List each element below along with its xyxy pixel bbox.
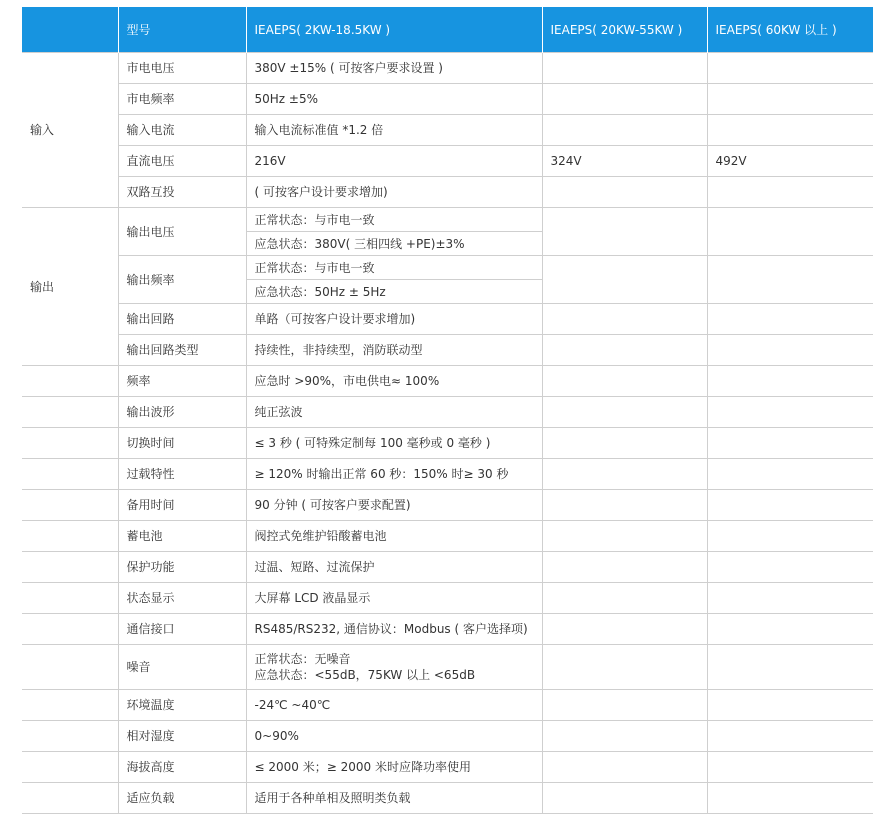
- group-empty: [22, 583, 118, 614]
- row-value: 应急状态：380V( 三相四线 +PE)±3%: [246, 232, 542, 256]
- row-value-2: [542, 690, 707, 721]
- row-value-3: [707, 783, 873, 814]
- row-value-3: [707, 552, 873, 583]
- group-empty: [22, 783, 118, 814]
- row-value-2: [542, 521, 707, 552]
- row-label: 输出电压: [118, 208, 246, 256]
- group-empty: [22, 552, 118, 583]
- table-row: [22, 459, 873, 490]
- row-label: 市电频率: [118, 84, 246, 115]
- row-label: 输出频率: [118, 256, 246, 304]
- header-cell-model-20-55: IEAEPS( 20KW-55KW ): [542, 7, 707, 53]
- table-row: [22, 690, 873, 721]
- row-value-2: [542, 490, 707, 521]
- row-value-2: [542, 115, 707, 146]
- row-label: 环境温度: [118, 690, 246, 721]
- row-label: 输出波形: [118, 397, 246, 428]
- table-row: [22, 115, 873, 146]
- row-value-2: [542, 366, 707, 397]
- row-value-2: [542, 552, 707, 583]
- table-row: [22, 84, 873, 115]
- spec-table-container: [22, 7, 873, 814]
- row-value: 大屏幕 LCD 液晶显示: [246, 583, 542, 614]
- group-empty: [22, 521, 118, 552]
- row-value-2: [542, 177, 707, 208]
- row-value-3: 492V: [707, 146, 873, 177]
- group-empty: [22, 690, 118, 721]
- spec-table: [22, 7, 873, 814]
- table-row: [22, 335, 873, 366]
- row-label: 切换时间: [118, 428, 246, 459]
- row-value: 正常状态：与市电一致: [246, 256, 542, 280]
- row-value-2: [542, 208, 707, 256]
- row-label: 市电电压: [118, 53, 246, 84]
- row-value-multiline: [246, 645, 542, 690]
- row-value-2: [542, 397, 707, 428]
- row-value: 90 分钟 ( 可按客户要求配置): [246, 490, 542, 521]
- row-label: 双路互投: [118, 177, 246, 208]
- group-empty: [22, 721, 118, 752]
- row-value: 持续性，非持续型，消防联动型: [246, 335, 542, 366]
- table-row: [22, 304, 873, 335]
- row-value: 过温、短路、过流保护: [246, 552, 542, 583]
- table-row: [22, 752, 873, 783]
- row-value: ( 可按客户设计要求增加): [246, 177, 542, 208]
- row-label: 频率: [118, 366, 246, 397]
- row-value: 应急状态：50Hz ± 5Hz: [246, 280, 542, 304]
- row-value: 380V ±15% ( 可按客户要求设置 ): [246, 53, 542, 84]
- table-row: [22, 256, 873, 280]
- row-value: 纯正弦波: [246, 397, 542, 428]
- row-value-3: [707, 521, 873, 552]
- group-empty: [22, 490, 118, 521]
- row-label: 过载特性: [118, 459, 246, 490]
- group-empty: [22, 366, 118, 397]
- table-row: [22, 552, 873, 583]
- table-row: [22, 208, 873, 232]
- table-row: [22, 645, 873, 690]
- table-row: [22, 783, 873, 814]
- table-row: [22, 521, 873, 552]
- row-label: 直流电压: [118, 146, 246, 177]
- row-value-2: [542, 459, 707, 490]
- row-value-3: [707, 208, 873, 256]
- header-cell-model-2-18: IEAEPS( 2KW-18.5KW ): [246, 7, 542, 53]
- header-cell-model: 型号: [118, 7, 246, 53]
- row-value-2: [542, 583, 707, 614]
- group-empty: [22, 459, 118, 490]
- table-row: [22, 397, 873, 428]
- row-value-2: [542, 645, 707, 690]
- row-value-3: [707, 614, 873, 645]
- table-row: [22, 721, 873, 752]
- row-value: 正常状态：与市电一致: [246, 208, 542, 232]
- row-label: 状态显示: [118, 583, 246, 614]
- row-value-3: [707, 256, 873, 304]
- row-value-2: [542, 335, 707, 366]
- row-value-2: [542, 752, 707, 783]
- row-value: 0~90%: [246, 721, 542, 752]
- row-value-line: 应急状态：<55dB，75KW 以上 <65dB: [254, 668, 476, 682]
- header-cell-model-60: IEAEPS( 60KW 以上 ): [707, 7, 873, 53]
- row-value-2: [542, 783, 707, 814]
- table-row: [22, 177, 873, 208]
- row-value-3: [707, 177, 873, 208]
- table-row: [22, 583, 873, 614]
- row-value-3: [707, 84, 873, 115]
- row-value-3: [707, 645, 873, 690]
- row-label: 输出回路类型: [118, 335, 246, 366]
- row-value: ≤ 3 秒 ( 可特殊定制每 100 毫秒或 0 毫秒 ): [246, 428, 542, 459]
- table-row: [22, 614, 873, 645]
- table-row: [22, 366, 873, 397]
- row-label: 相对湿度: [118, 721, 246, 752]
- row-value: 应急时 >90%，市电供电≈ 100%: [246, 366, 542, 397]
- header-row: [22, 7, 873, 53]
- row-value: ≤ 2000 米；≥ 2000 米时应降功率使用: [246, 752, 542, 783]
- row-label: 备用时间: [118, 490, 246, 521]
- group-input-label: 输入: [22, 53, 118, 208]
- row-value: -24℃ ~40℃: [246, 690, 542, 721]
- row-value-2: [542, 428, 707, 459]
- table-row: [22, 53, 873, 84]
- row-value-3: [707, 304, 873, 335]
- row-value-3: [707, 428, 873, 459]
- row-label: 保护功能: [118, 552, 246, 583]
- row-label: 蓄电池: [118, 521, 246, 552]
- group-empty: [22, 614, 118, 645]
- row-value-3: [707, 115, 873, 146]
- group-empty: [22, 752, 118, 783]
- row-value-2: [542, 721, 707, 752]
- row-value: 单路（可按客户设计要求增加): [246, 304, 542, 335]
- row-label: 通信接口: [118, 614, 246, 645]
- row-value: 阀控式免维护铅酸蓄电池: [246, 521, 542, 552]
- row-value-3: [707, 53, 873, 84]
- row-value-3: [707, 366, 873, 397]
- row-value-2: [542, 53, 707, 84]
- row-value-2: [542, 304, 707, 335]
- row-label: 输入电流: [118, 115, 246, 146]
- group-empty: [22, 428, 118, 459]
- row-value-3: [707, 397, 873, 428]
- row-value-3: [707, 690, 873, 721]
- row-value: ≥ 120% 时输出正常 60 秒：150% 时≥ 30 秒: [246, 459, 542, 490]
- row-value-2: [542, 614, 707, 645]
- row-label: 海拔高度: [118, 752, 246, 783]
- row-value-3: [707, 583, 873, 614]
- group-empty: [22, 397, 118, 428]
- row-value: 50Hz ±5%: [246, 84, 542, 115]
- row-value: 216V: [246, 146, 542, 177]
- row-value-line: 正常状态：无噪音: [254, 652, 351, 666]
- table-row: [22, 490, 873, 521]
- row-value-3: [707, 459, 873, 490]
- table-row: [22, 146, 873, 177]
- row-value-2: [542, 84, 707, 115]
- row-value: 输入电流标准值 *1.2 倍: [246, 115, 542, 146]
- row-label: 输出回路: [118, 304, 246, 335]
- row-value: RS485/RS232, 通信协议：Modbus ( 客户选择项): [246, 614, 542, 645]
- row-value-3: [707, 490, 873, 521]
- row-value-3: [707, 335, 873, 366]
- row-value-2: 324V: [542, 146, 707, 177]
- table-row: [22, 428, 873, 459]
- group-empty: [22, 645, 118, 690]
- row-value-3: [707, 752, 873, 783]
- row-value: 适用于各种单相及照明类负载: [246, 783, 542, 814]
- row-value-3: [707, 721, 873, 752]
- row-label: 噪音: [118, 645, 246, 690]
- row-label: 适应负载: [118, 783, 246, 814]
- group-output-label: 输出: [22, 208, 118, 366]
- header-cell-empty: [22, 7, 118, 53]
- row-value-2: [542, 256, 707, 304]
